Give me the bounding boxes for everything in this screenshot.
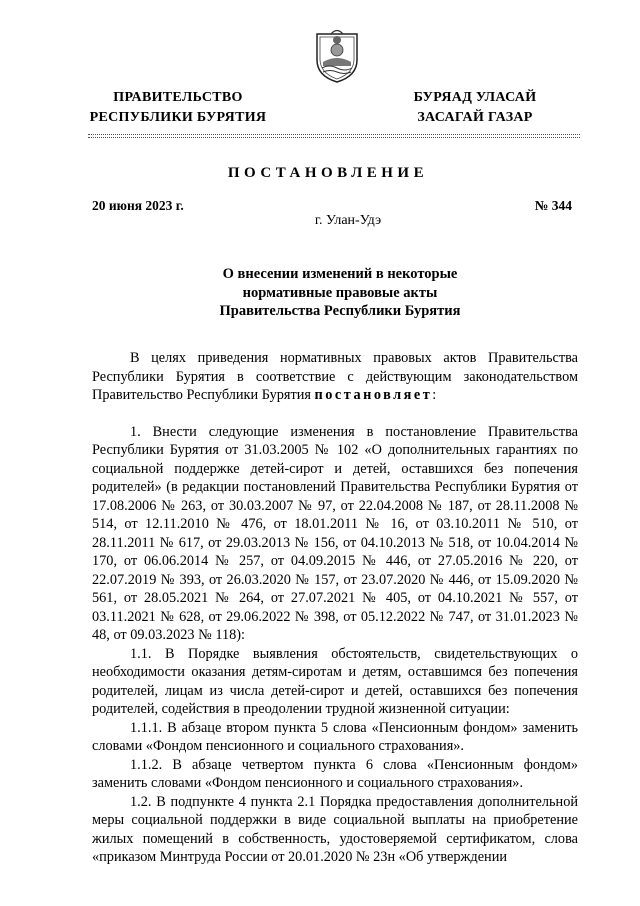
header-divider xyxy=(88,134,580,135)
preamble-end: : xyxy=(432,387,437,403)
subject-line3: Правительства Республики Бурятия xyxy=(219,303,461,319)
government-name-ru xyxy=(78,88,278,128)
government-name-bua xyxy=(390,88,560,128)
preamble-resolves: постановляет xyxy=(314,387,433,403)
government-name-ru-line1: ПРАВИТЕЛЬСТВО xyxy=(113,90,243,105)
government-name-bua-line2: ЗАСАГАЙ ГАЗАР xyxy=(417,110,533,125)
paragraph-item-1-1: 1.1. В Порядке выявления обстоятельств, свидетельствующих о необходимости оказания детям-сиротам и детям, оставшимся без попечения родителей, лицам из числа детей-сирот и детей, оставшихся без попечения родителей, содействия в преодолении трудной жизненной ситуации: xyxy=(92,645,578,717)
document-date: 20 июня 2023 г. xyxy=(92,198,184,213)
subject-line2: нормативные правовые акты xyxy=(242,284,438,301)
paragraph-item-1-2: 1.2. В подпункте 4 пункта 2.1 Порядка предоставления дополнительной меры социальной поддержки в виде социальной выплаты на приобретение жилых помещений в собственность, удостоверяемой сертификатом, слова «приказом Минтруда России от 20.01.2020 № 23н «Об утверждении xyxy=(92,793,578,865)
paragraph-item-1: 1. Внести следующие изменения в постановление Правительства Республики Бурятия от 31.03.2005 № 102 «О дополнительных гарантиях по социальной поддержке детей-сирот и детей, оставшихся без попечения родителей» (в редакции постановлений Правительства Республики Бурятия от 17.08.2006 № 263, от 30.03.2007 № 97, от 22.04.2008 № 187, от 28.11.2008 № 514, от 12.11.2010 № 476, от 18.01.2011 № 16, от 03.10.2011 № 510, от 28.11.2011 № 617, от 29.03.2013 № 156, от 04.10.2013 № 518, от 10.04.2014 № 170, от 06.06.2014 № 257, от 04.09.2015 № 446, от 27.05.2016 № 220, от 22.07.2019 № 393, от 26.03.2020 № 157, от 23.07.2020 № 446, от 15.09.2020 № 561, от 28.05.2021 № 264, от 27.07.2021 № 405, от 04.10.2021 № 557, от 03.11.2021 № 628, от 29.06.2022 № 398, от 05.12.2022 № 747, от 31.01.2023 № 48, от 09.03.2023 № 118): xyxy=(92,423,578,643)
government-name-ru-line2: РЕСПУБЛИКИ БУРЯТИЯ xyxy=(89,110,267,125)
document-city: г. Улан-Удэ xyxy=(314,213,382,228)
document-title: ПОСТАНОВЛЕНИЕ xyxy=(227,165,429,181)
government-name-bua-line1: БУРЯАД УЛАСАЙ xyxy=(413,90,537,105)
coat-of-arms-icon xyxy=(313,24,361,84)
paragraph-item-1-1-2: 1.1.2. В абзаце четвертом пункта 6 слова «Пенсионным фондом» заменить словами «Фондом пенсионного и социального страхования». xyxy=(92,756,578,791)
header-divider-2 xyxy=(88,137,580,138)
paragraph-item-1-1-1: 1.1.1. В абзаце втором пункта 5 слова «Пенсионным фондом» заменить словами «Фондом пенсионного и социального страхования». xyxy=(92,719,578,754)
preamble-paragraph xyxy=(92,349,578,405)
subject-line1: О внесении изменений в некоторые xyxy=(222,266,458,282)
preamble-text: В целях приведения нормативных правовых актов Правительства Республики Бурятия в соответствие с действующим законодательством Правительство Республики Бурятия xyxy=(92,350,578,403)
document-body xyxy=(92,349,578,867)
document-number: № 344 xyxy=(534,198,572,213)
document-subject xyxy=(0,265,640,321)
